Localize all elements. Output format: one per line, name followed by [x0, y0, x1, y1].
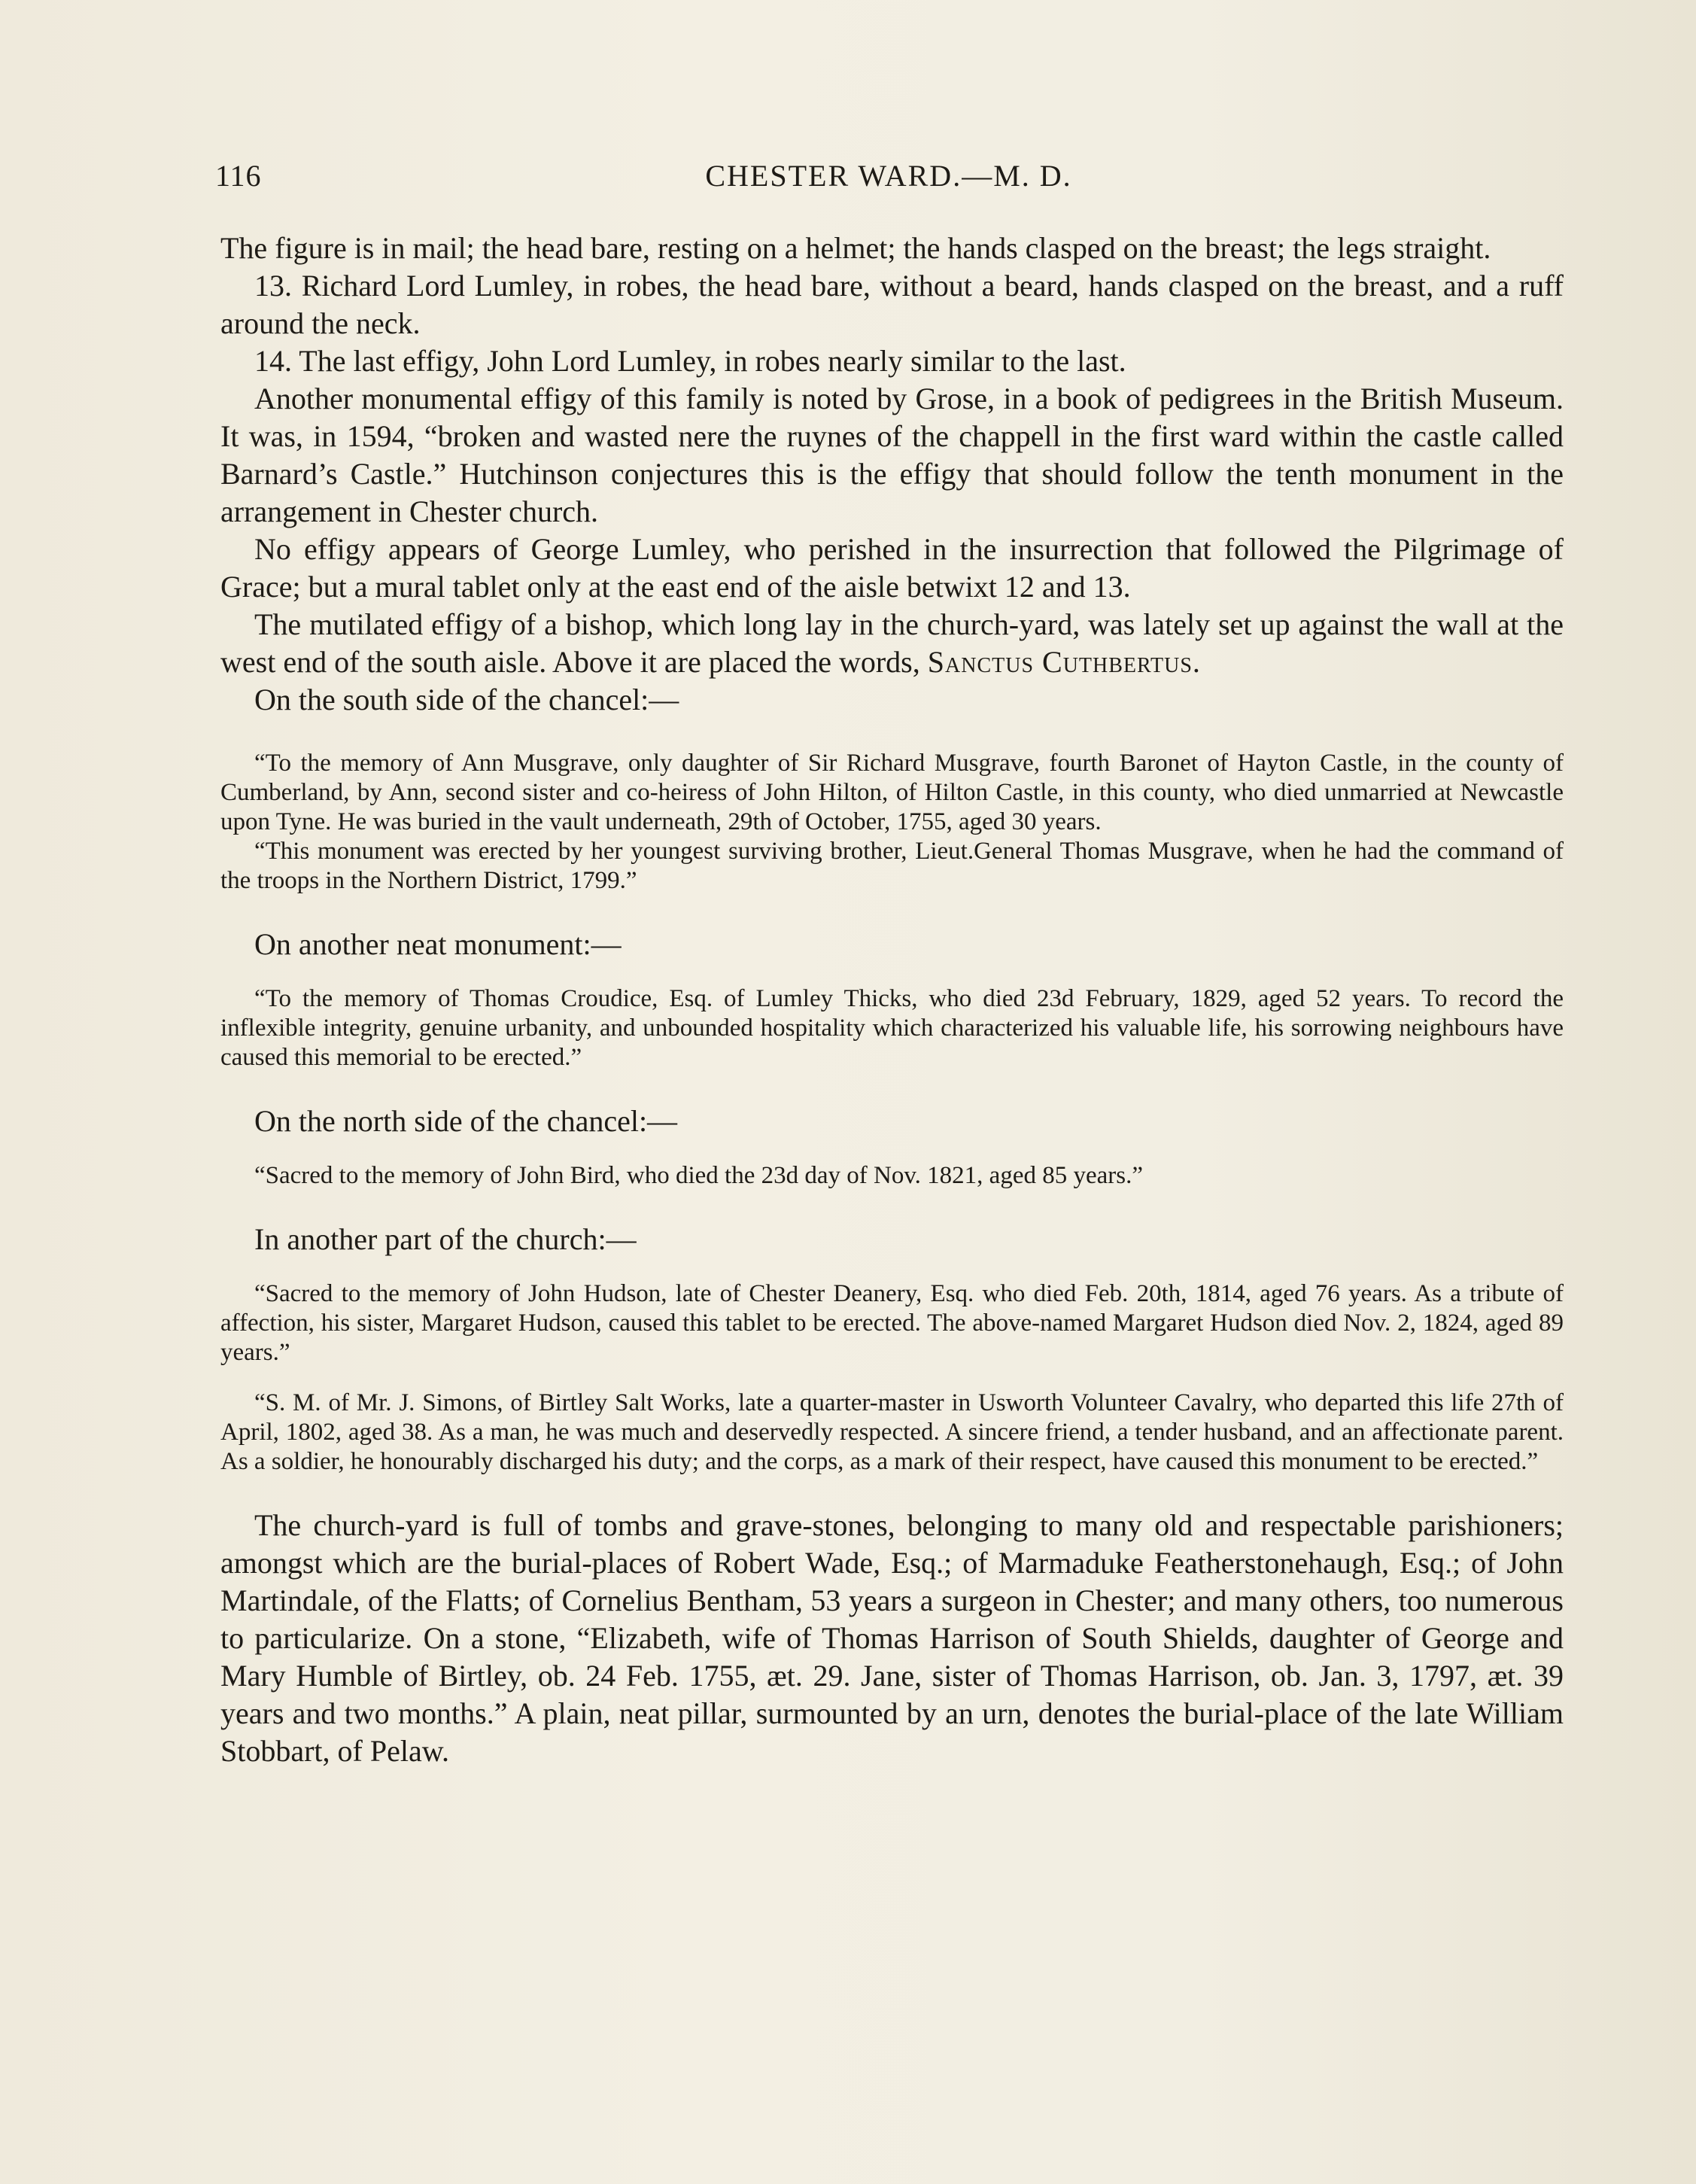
spacer: [220, 1191, 1564, 1221]
inscription-ann-musgrave: “To the memory of Ann Musgrave, only daughter of Sir Richard Musgrave, fourth Baronet of Hayton Castle, in the county of Cumberland, by Ann, second sister and co-heiress of John Hilton, of Hilton Castle, in this county, who died unmarried at Newcastle upon Tyne. He was buried in the vault underneath, 29th of October, 1755, aged 30 years.: [220, 750, 1564, 835]
running-head: CHESTER WARD.—M. D.: [705, 159, 1072, 193]
heading-south-chancel: On the south side of the chancel:—: [254, 683, 679, 716]
paragraph-church-yard: The church-yard is full of tombs and grave-stones, belonging to many old and respectable parishioners; amongst which are the burial-places of Robert Wade, Esq.; of Marmaduke Featherstonehaugh, Esq.; of John Martindale, of the Flatts; of Cornelius Bentham, 53 years a surgeon in Chester; and many others, too numerous to particularize. On a stone, “Elizabeth, wife of Thomas Harrison of South Shields, daughter of George and Mary Humble of Birtley, ob. 24 Feb. 1755, æt. 29. Jane, sister of Thomas Harrison, ob. Jan. 3, 1797, æt. 39 years and two months.” A plain, neat pillar, surmounted by an urn, denotes the burial-place of the late William Stobbart, of Pelaw.: [220, 1508, 1564, 1768]
spacer: [220, 1140, 1564, 1161]
main-text: [220, 230, 1564, 1770]
paragraph-bishop-effigy: [220, 606, 1564, 681]
spacer: [220, 1367, 1564, 1389]
heading-neat-monument: On another neat monument:—: [254, 927, 622, 961]
inscription-john-bird: “Sacred to the memory of John Bird, who died the 23d day of Nov. 1821, aged 85 years.”: [254, 1162, 1143, 1189]
paragraph-effigy-14: 14. The last effigy, John Lord Lumley, in robes nearly similar to the last.: [254, 344, 1126, 378]
sanctus-cuthbertus: Sanctus Cuthbertus.: [927, 645, 1201, 679]
paragraph-figure-description: The figure is in mail; the head bare, resting on a helmet; the hands clasped on the breast; the legs straight.: [220, 231, 1491, 265]
heading-another-part: In another part of the church:—: [254, 1222, 637, 1256]
spacer: [220, 963, 1564, 984]
page-header: [215, 158, 1562, 203]
inscription-john-hudson: “Sacred to the memory of John Hudson, late of Chester Deanery, Esq. who died Feb. 20th, 1814, aged 76 years. As a tribute of affection, his sister, Margaret Hudson, caused this tablet to be erected. The above-named Margaret Hudson died Nov. 2, 1824, aged 89 years.”: [220, 1280, 1564, 1366]
inscription-musgrave-monument: “This monument was erected by her youngest surviving brother, Lieut.General Thomas Musgrave, when he had the command of the troops in the Northern District, 1799.”: [220, 838, 1564, 894]
heading-north-chancel: On the north side of the chancel:—: [254, 1104, 678, 1138]
paragraph-george-lumley: No effigy appears of George Lumley, who perished in the insurrection that followed the Pilgrimage of Grace; but a mural tablet only at the east end of the aisle betwixt 12 and 13.: [220, 532, 1564, 604]
bishop-effigy-text: The mutilated effigy of a bishop, which long lay in the church-yard, was lately set up against the wall at the west end of the south aisle. Above it are placed the words,: [220, 607, 1564, 679]
spacer: [220, 896, 1564, 926]
inscription-j-simons: “S. M. of Mr. J. Simons, of Birtley Salt Works, late a quarter-master in Usworth Volunteer Cavalry, who departed this life 27th of April, 1802, aged 38. As a man, he was much and deservedly respected. A sincere friend, a tender husband, and an affectionate parent. As a soldier, he honourably discharged his duty; and the corps, as a mark of their respect, have caused this monument to be erected.”: [220, 1389, 1564, 1475]
paragraph-grose-effigy: Another monumental effigy of this family is noted by Grose, in a book of pedigrees in the British Museum. It was, in 1594, “broken and wasted nere the ruynes of the chappell in the first ward within the castle called Barnard’s Castle.” Hutchinson conjectures this is the effigy that should follow the tenth monument in the arrangement in Chester church.: [220, 382, 1564, 528]
spacer: [220, 1258, 1564, 1279]
page-number: 116: [215, 159, 262, 193]
paragraph-effigy-13: 13. Richard Lord Lumley, in robes, the head bare, without a beard, hands clasped on the breast, and a ruff around the neck.: [220, 269, 1564, 340]
spacer: [220, 1477, 1564, 1507]
spacer: [220, 1072, 1564, 1103]
inscription-thomas-croudice: “To the memory of Thomas Croudice, Esq. of Lumley Thicks, who died 23d February, 1829, aged 52 years. To record the inflexible integrity, genuine urbanity, and unbounded hospitality which characterized his valuable life, his sorrowing neighbours have caused this memorial to be erected.”: [220, 985, 1564, 1071]
spacer: [220, 719, 1564, 749]
